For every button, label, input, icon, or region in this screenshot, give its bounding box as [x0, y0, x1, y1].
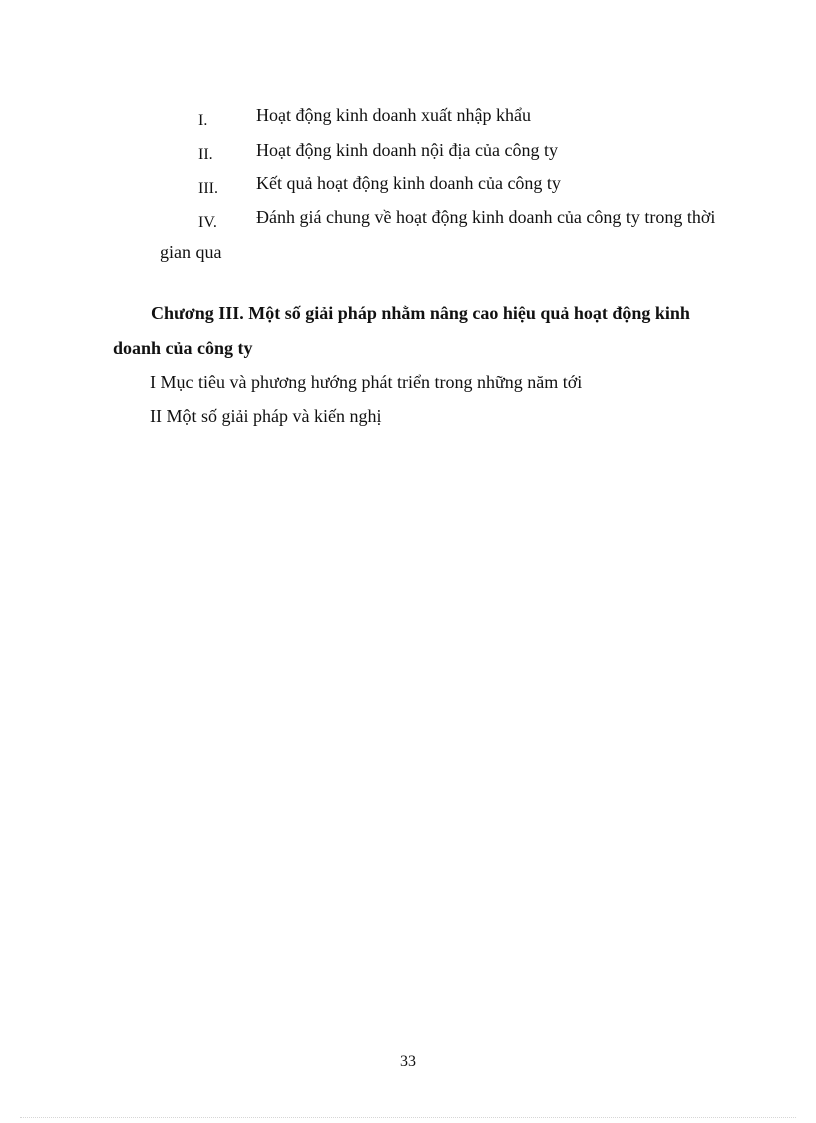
section-title-continuation: gian qua: [160, 242, 222, 262]
section-title: Hoạt động kinh doanh nội địa của công ty: [256, 140, 558, 160]
section-title: Đánh giá chung về hoạt động kinh doanh của công ty trong thời: [256, 207, 716, 227]
chapter-title: Chương III. Một số giải pháp nhằm nâng cao hiệu quả hoạt động kinh: [151, 303, 690, 323]
chapter-item: II Một số giải pháp và kiến nghị: [150, 406, 382, 426]
section-number: II.: [198, 146, 213, 163]
section-title: Hoạt động kinh doanh xuất nhập khẩu: [256, 105, 531, 125]
section-title: Kết quả hoạt động kinh doanh của công ty: [256, 173, 561, 193]
page-bottom-divider: [20, 1117, 796, 1118]
section-number: III.: [198, 180, 218, 197]
chapter-title-continuation: doanh của công ty: [113, 338, 253, 358]
page-number: 33: [400, 1053, 416, 1070]
section-number: IV.: [198, 214, 217, 231]
chapter-item: I Mục tiêu và phương hướng phát triển trong những năm tới: [150, 372, 583, 392]
section-number: I.: [198, 112, 208, 129]
